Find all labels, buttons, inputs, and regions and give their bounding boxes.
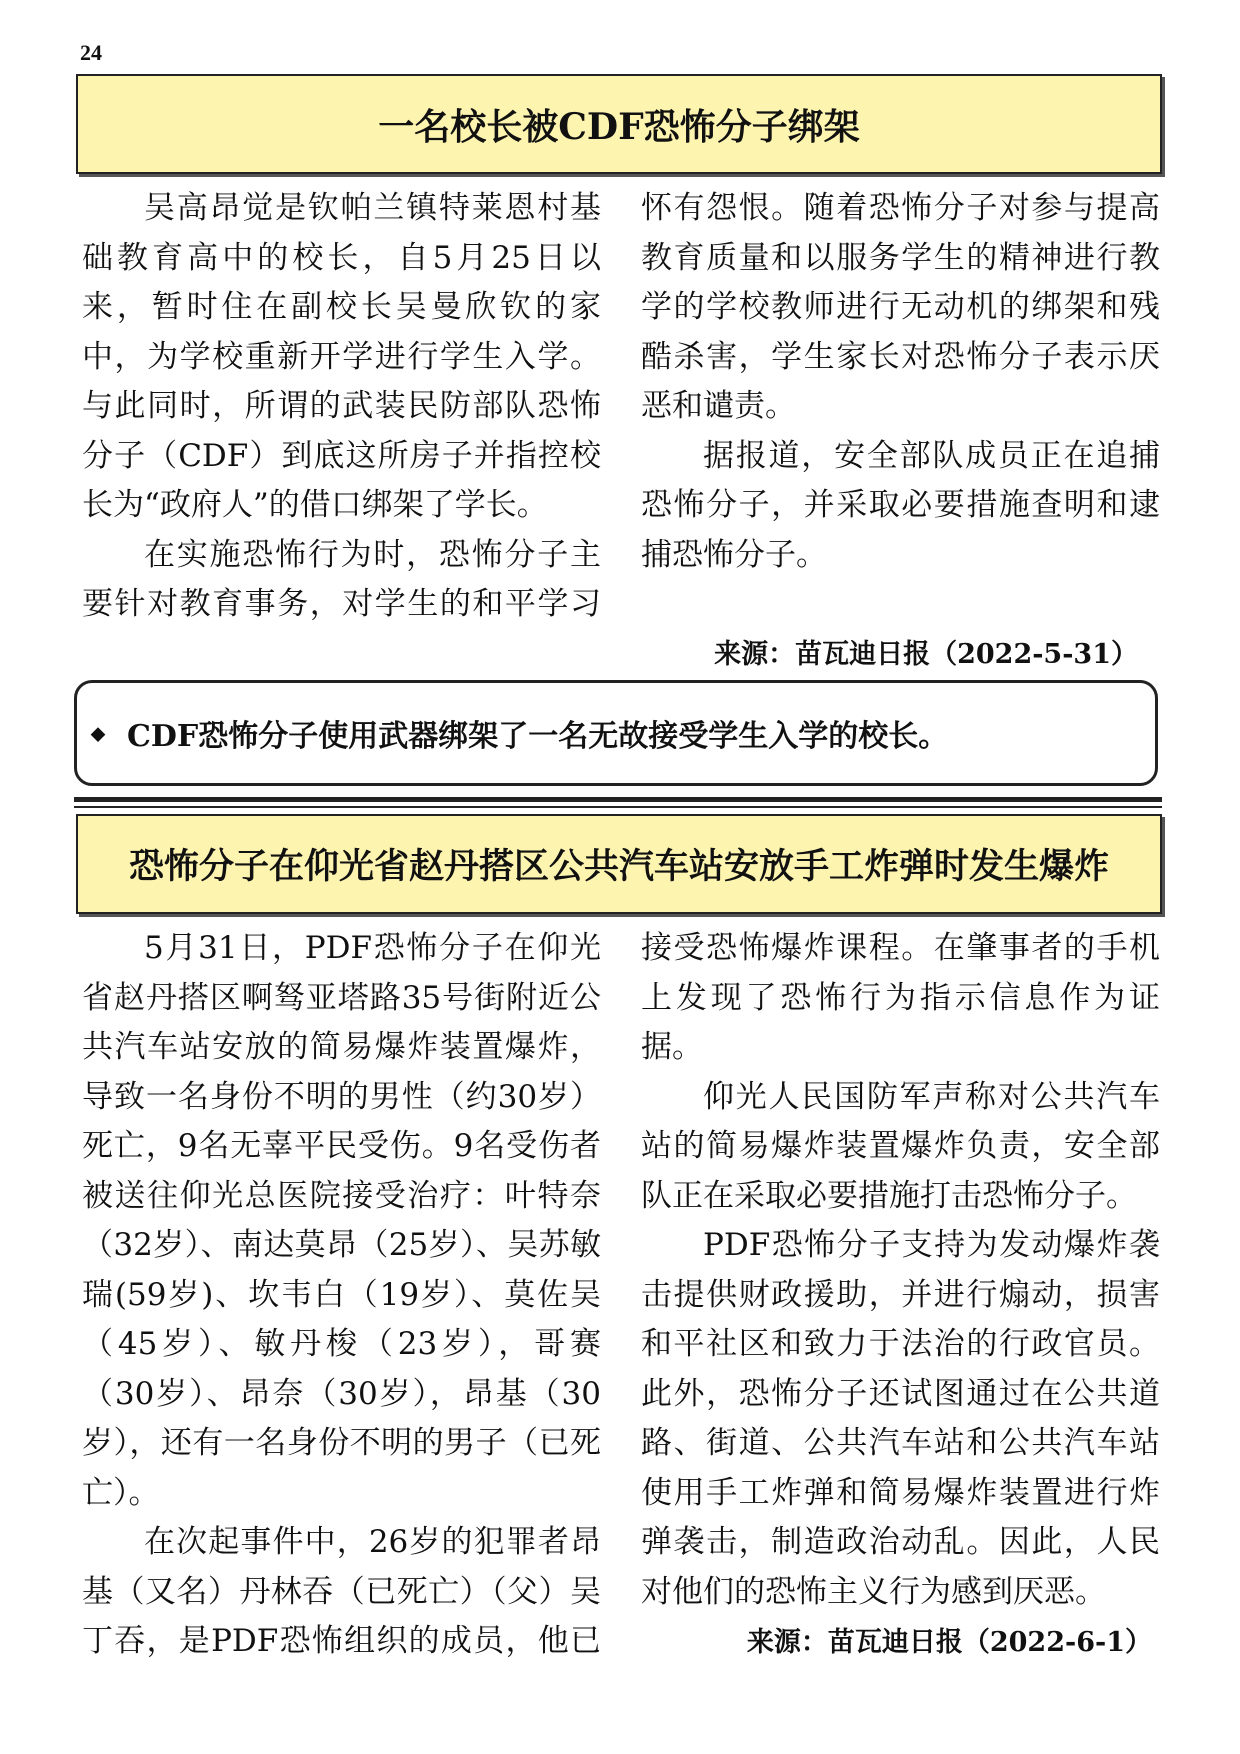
- article-title: 一名校长被CDF恐怖分子绑架: [76, 74, 1162, 174]
- paragraph: 5月31日，PDF恐怖分子在仰光省赵丹搭区啊驽亚塔路35号街附近公共汽车站安放的简易爆炸装置爆炸，导致一名身份不明的男性（约30岁）死亡，9名无辜平民受伤。9名受伤者被送往仰光总医院接受治疗：叶特奈（32岁）、南达莫昂（25岁）、吴苏敏瑞(59岁)、坎韦白（19岁）、莫佐吴（45岁）、敏丹梭（23岁），哥赛（30岁）、昂奈（30岁），昂基（30岁），还有一名身份不明的男子（已死亡）。: [82, 930, 601, 1511]
- summary-text: CDF恐怖分子使用武器绑架了一名无故接受学生入学的校长。: [127, 719, 949, 754]
- article-body: [82, 924, 1160, 1702]
- paragraph: PDF恐怖分子支持为发动爆炸袭击提供财政援助，并进行煽动，损害和平社区和致力于法治的行政官员。此外，恐怖分子还试图通过在公共道路、街道、公共汽车站和公共汽车站使用手工炸弹和简易爆炸装置进行炸弹袭击，制造政治动乱。因此，人民对他们的恐怖主义行为感到厌恶。: [641, 1227, 1160, 1610]
- paragraph: 在实施恐怖行为时，恐怖分子主要针对教育事务，对学生的和平学习怀有怨恨。随着恐怖分子对参与提高教育质量和以服务学生的精神进行教学的学校教师进行无动机的绑架和残酷杀害，学生家长对恐怖分子表示厌恶和谴责。: [82, 190, 1160, 622]
- section-divider: [74, 797, 1162, 802]
- diamond-bullet-icon: ⬥: [91, 721, 105, 745]
- paragraph: 仰光人民国防军声称对公共汽车站的简易爆炸装置爆炸负责，安全部队正在采取必要措施打击恐怖分子。: [641, 1078, 1160, 1214]
- article-title: 恐怖分子在仰光省赵丹搭区公共汽车站安放手工炸弹时发生爆炸: [76, 814, 1162, 914]
- paragraph: 在次起事件中，26岁的犯罪者昂基（又名）丹林吞（已死亡）（父）吴丁吞，是PDF恐怖组织的成员，他已接受恐怖爆炸课程。在肇事者的手机上发现了恐怖行为指示信息作为证据。: [82, 930, 1160, 1659]
- paragraph: 据报道，安全部队成员正在追捕恐怖分子，并采取必要措施查明和逮捕恐怖分子。: [641, 437, 1160, 573]
- summary-box: [74, 680, 1158, 786]
- article-body: [82, 184, 1160, 632]
- article-source: 来源：苗瓦迪日报（2022-6-1）: [746, 1627, 1152, 1658]
- page-number: 24: [80, 40, 102, 65]
- section-divider-thin: [74, 806, 1162, 808]
- article-source: 来源：苗瓦迪日报（2022-5-31）: [714, 639, 1138, 670]
- paragraph: 吴高昂觉是钦帕兰镇特莱恩村基础教育高中的校长，自5月25日以来，暂时住在副校长吴曼欣钦的家中，为学校重新开学进行学生入学。与此同时，所谓的武装民防部队恐怖分子（CDF）到底这所房子并指控校长为“政府人”的借口绑架了学长。: [82, 190, 601, 523]
